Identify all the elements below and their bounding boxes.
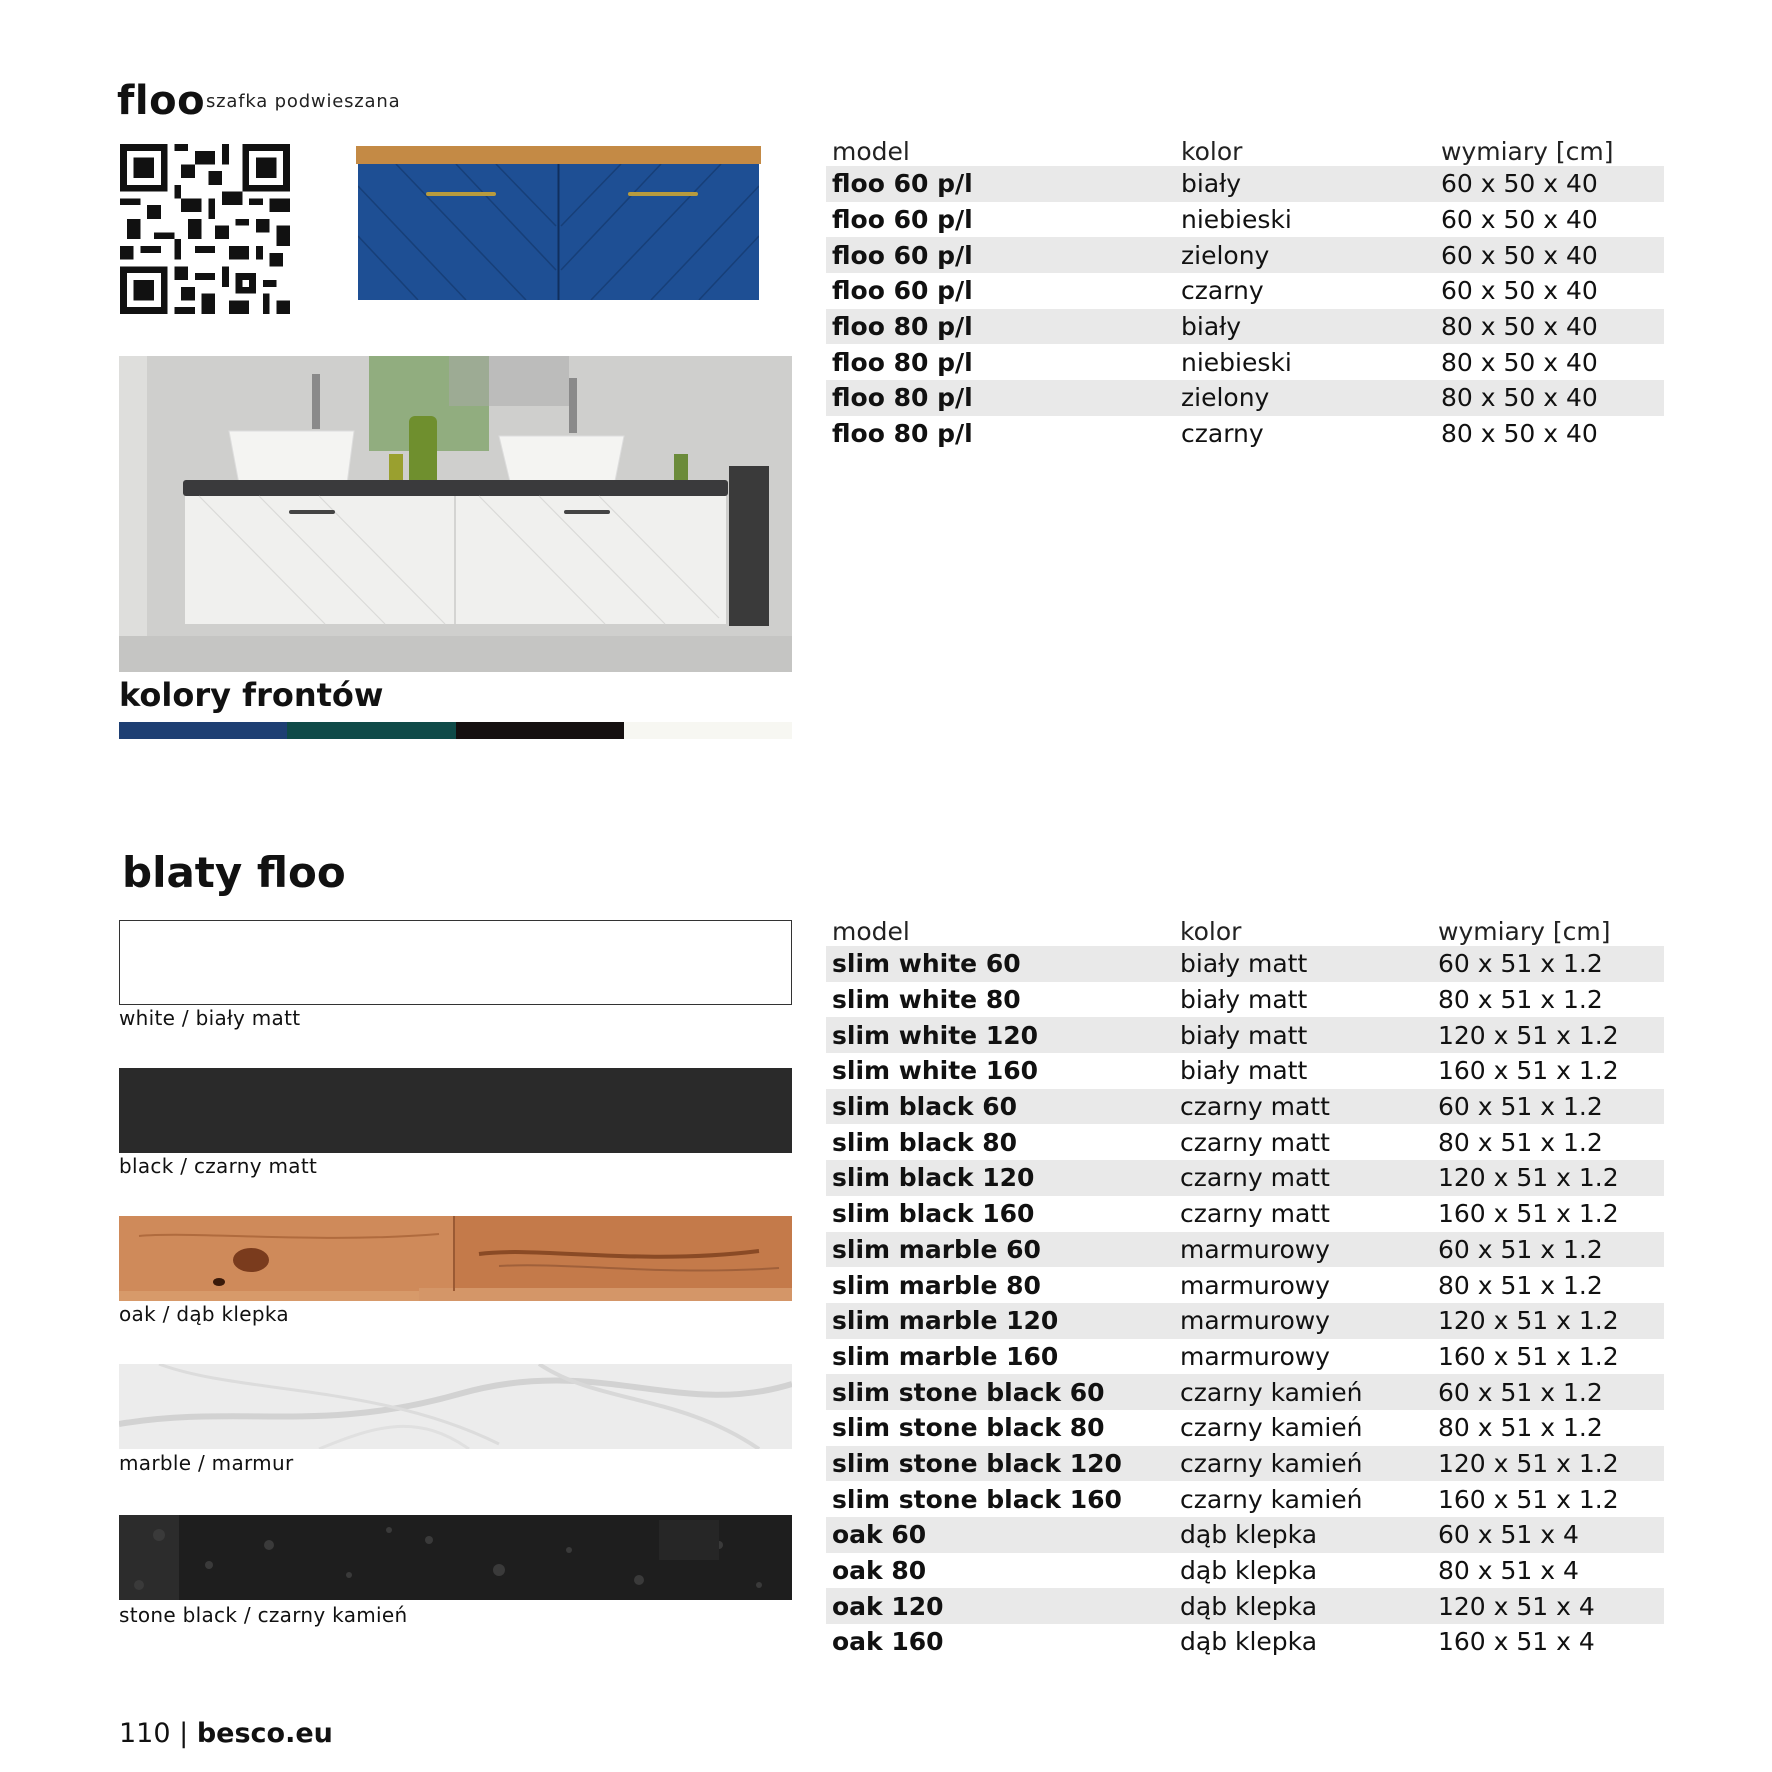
cell-color: dąb klepka <box>1180 1627 1318 1657</box>
cell-dimensions: 80 x 51 x 1.2 <box>1438 1270 1603 1300</box>
cell-dimensions: 80 x 50 x 40 <box>1435 380 1664 416</box>
cell-dimensions: 60 x 50 x 40 <box>1441 205 1598 235</box>
cell-color: zielony <box>1175 237 1435 273</box>
table-row <box>826 1267 1664 1303</box>
column-header-color: kolor <box>1180 917 1242 946</box>
cell-model: slim stone black 120 <box>826 1446 1174 1482</box>
cell-model: floo 80 p/l <box>832 347 973 377</box>
cell-color: niebieski <box>1181 205 1292 235</box>
cell-model: slim marble 60 <box>826 1232 1174 1268</box>
cell-model: slim white 120 <box>826 1017 1174 1053</box>
table-row <box>826 344 1664 380</box>
cell-model: oak 80 <box>832 1556 927 1586</box>
stone-black-swatch <box>119 1515 792 1600</box>
cell-dimensions: 80 x 51 x 1.2 <box>1438 1413 1603 1443</box>
cell-model: floo 80 p/l <box>832 419 973 449</box>
cell-model: slim black 80 <box>832 1127 1018 1157</box>
cell-color: biały <box>1175 166 1435 202</box>
front-color-swatches <box>119 722 792 739</box>
front-color-swatch <box>287 722 455 739</box>
footer-separator: | <box>179 1718 189 1749</box>
cell-dimensions: 160 x 51 x 1.2 <box>1438 1341 1619 1371</box>
website-link[interactable]: besco.eu <box>196 1718 333 1749</box>
cell-dimensions: 60 x 50 x 40 <box>1435 237 1664 273</box>
column-header-dimensions: wymiary [cm] <box>1441 137 1614 166</box>
table-row <box>826 1517 1664 1553</box>
cell-color: niebieski <box>1181 347 1292 377</box>
cell-color: czarny matt <box>1174 1089 1432 1125</box>
cell-dimensions: 120 x 51 x 1.2 <box>1432 1303 1664 1339</box>
table-row <box>826 946 1664 982</box>
cell-dimensions: 60 x 51 x 1.2 <box>1432 1089 1664 1125</box>
countertops-title: blaty floo <box>122 848 346 897</box>
cell-dimensions: 60 x 51 x 4 <box>1432 1517 1664 1553</box>
table-row <box>826 1124 1664 1160</box>
cell-dimensions: 60 x 50 x 40 <box>1441 276 1598 306</box>
table-row <box>826 273 1664 309</box>
countertop-spec-table <box>826 912 1664 1660</box>
cell-model: floo 80 p/l <box>826 380 1175 416</box>
cell-model: slim black 120 <box>826 1160 1174 1196</box>
table-row <box>826 166 1664 202</box>
cell-dimensions: 80 x 51 x 1.2 <box>1438 1127 1603 1157</box>
blue-cabinet-photo <box>356 146 761 302</box>
table-row <box>826 1053 1664 1089</box>
cell-dimensions: 160 x 51 x 1.2 <box>1438 1199 1619 1229</box>
cell-dimensions: 120 x 51 x 1.2 <box>1432 1017 1664 1053</box>
table-row <box>826 237 1664 273</box>
swatch-label-white: white / biały matt <box>119 1006 301 1030</box>
front-color-swatch <box>624 722 792 739</box>
cell-color: czarny kamień <box>1180 1484 1363 1514</box>
cell-color: dąb klepka <box>1174 1517 1432 1553</box>
cell-dimensions: 160 x 51 x 4 <box>1438 1627 1595 1657</box>
brand-title: floo <box>117 78 206 124</box>
cell-dimensions: 120 x 51 x 1.2 <box>1432 1446 1664 1482</box>
cell-color: marmurowy <box>1180 1341 1330 1371</box>
swatch-label-oak: oak / dąb klepka <box>119 1302 289 1326</box>
table-row <box>826 1232 1664 1268</box>
cell-color: marmurowy <box>1174 1232 1432 1268</box>
cell-model: slim black 160 <box>832 1199 1035 1229</box>
cell-dimensions: 120 x 51 x 4 <box>1432 1588 1664 1624</box>
table-row <box>826 982 1664 1018</box>
cell-dimensions: 60 x 50 x 40 <box>1435 166 1664 202</box>
swatch-label-marble: marble / marmur <box>119 1451 294 1475</box>
cell-dimensions: 60 x 51 x 1.2 <box>1432 1374 1664 1410</box>
cell-dimensions: 160 x 51 x 1.2 <box>1438 1484 1619 1514</box>
cell-model: oak 120 <box>826 1588 1174 1624</box>
bathroom-scene-photo <box>119 356 792 672</box>
column-header-model: model <box>832 917 910 946</box>
cell-color: biały matt <box>1180 1056 1308 1086</box>
cell-color: biały matt <box>1174 946 1432 982</box>
cell-dimensions: 80 x 50 x 40 <box>1435 309 1664 345</box>
table-row <box>826 1481 1664 1517</box>
table-row <box>826 1339 1664 1375</box>
table-row <box>826 202 1664 238</box>
table-row <box>826 1089 1664 1125</box>
cell-model: slim stone black 80 <box>832 1413 1105 1443</box>
table-header-row <box>826 132 1664 166</box>
cell-color: biały <box>1175 309 1435 345</box>
marble-swatch <box>119 1364 792 1449</box>
cell-color: czarny <box>1181 419 1264 449</box>
cell-model: slim white 80 <box>832 985 1021 1015</box>
cell-model: slim white 60 <box>826 946 1174 982</box>
cell-dimensions: 80 x 50 x 40 <box>1441 347 1598 377</box>
page-footer <box>119 1718 333 1749</box>
cell-color: marmurowy <box>1174 1303 1432 1339</box>
table-row <box>826 1553 1664 1589</box>
cell-model: oak 60 <box>826 1517 1174 1553</box>
table-row <box>826 1374 1664 1410</box>
cell-model: slim marble 160 <box>832 1341 1059 1371</box>
oak-swatch <box>119 1216 792 1301</box>
cell-model: slim marble 80 <box>832 1270 1041 1300</box>
table-row <box>826 1624 1664 1660</box>
cell-model: slim stone black 160 <box>832 1484 1122 1514</box>
table-row <box>826 1303 1664 1339</box>
cell-dimensions: 120 x 51 x 1.2 <box>1432 1160 1664 1196</box>
swatch-label-black: black / czarny matt <box>119 1154 318 1178</box>
brand-subtitle: szafka podwieszana <box>206 91 401 112</box>
qr-code[interactable] <box>120 144 290 314</box>
cell-dimensions: 80 x 50 x 40 <box>1441 419 1598 449</box>
cell-color: czarny matt <box>1174 1160 1432 1196</box>
table-header-row <box>826 912 1664 946</box>
cell-dimensions: 160 x 51 x 1.2 <box>1438 1056 1619 1086</box>
cell-color: biały matt <box>1174 1017 1432 1053</box>
cell-dimensions: 80 x 51 x 4 <box>1438 1556 1579 1586</box>
black-matt-swatch <box>119 1068 792 1153</box>
cell-model: slim white 160 <box>832 1056 1039 1086</box>
cell-color: czarny kamień <box>1174 1374 1432 1410</box>
page-number: 110 <box>119 1718 171 1749</box>
column-header-color: kolor <box>1181 137 1243 166</box>
table-row <box>826 1588 1664 1624</box>
cell-model: floo 60 p/l <box>826 237 1175 273</box>
cell-dimensions: 80 x 51 x 1.2 <box>1438 985 1603 1015</box>
cell-model: floo 60 p/l <box>832 276 973 306</box>
cell-color: czarny matt <box>1180 1127 1330 1157</box>
swatch-label-stone-black: stone black / czarny kamień <box>119 1603 408 1627</box>
cell-color: czarny kamień <box>1180 1413 1363 1443</box>
cell-model: floo 80 p/l <box>826 309 1175 345</box>
cell-model: slim black 60 <box>826 1089 1174 1125</box>
cell-color: dąb klepka <box>1174 1588 1432 1624</box>
cell-model: floo 60 p/l <box>826 166 1175 202</box>
table-row <box>826 416 1664 452</box>
white-matt-swatch <box>119 920 792 1005</box>
cell-color: czarny kamień <box>1174 1446 1432 1482</box>
cell-color: czarny matt <box>1180 1199 1330 1229</box>
front-color-swatch <box>119 722 287 739</box>
cabinet-spec-table <box>826 132 1664 452</box>
table-row <box>826 1160 1664 1196</box>
cell-model: oak 160 <box>832 1627 944 1657</box>
front-color-swatch <box>456 722 624 739</box>
column-header-dimensions: wymiary [cm] <box>1438 917 1611 946</box>
cell-dimensions: 60 x 51 x 1.2 <box>1432 946 1664 982</box>
cell-dimensions: 60 x 51 x 1.2 <box>1432 1232 1664 1268</box>
cell-color: biały matt <box>1180 985 1308 1015</box>
cell-color: dąb klepka <box>1180 1556 1318 1586</box>
table-row <box>826 309 1664 345</box>
cell-color: marmurowy <box>1180 1270 1330 1300</box>
table-row <box>826 1446 1664 1482</box>
column-header-model: model <box>832 137 910 166</box>
table-row <box>826 1017 1664 1053</box>
cell-model: slim marble 120 <box>826 1303 1174 1339</box>
cell-color: zielony <box>1175 380 1435 416</box>
table-row <box>826 380 1664 416</box>
cell-model: floo 60 p/l <box>832 205 973 235</box>
front-colors-title: kolory frontów <box>119 676 384 714</box>
cell-model: slim stone black 60 <box>826 1374 1174 1410</box>
table-row <box>826 1410 1664 1446</box>
table-row <box>826 1196 1664 1232</box>
cell-color: czarny <box>1181 276 1264 306</box>
